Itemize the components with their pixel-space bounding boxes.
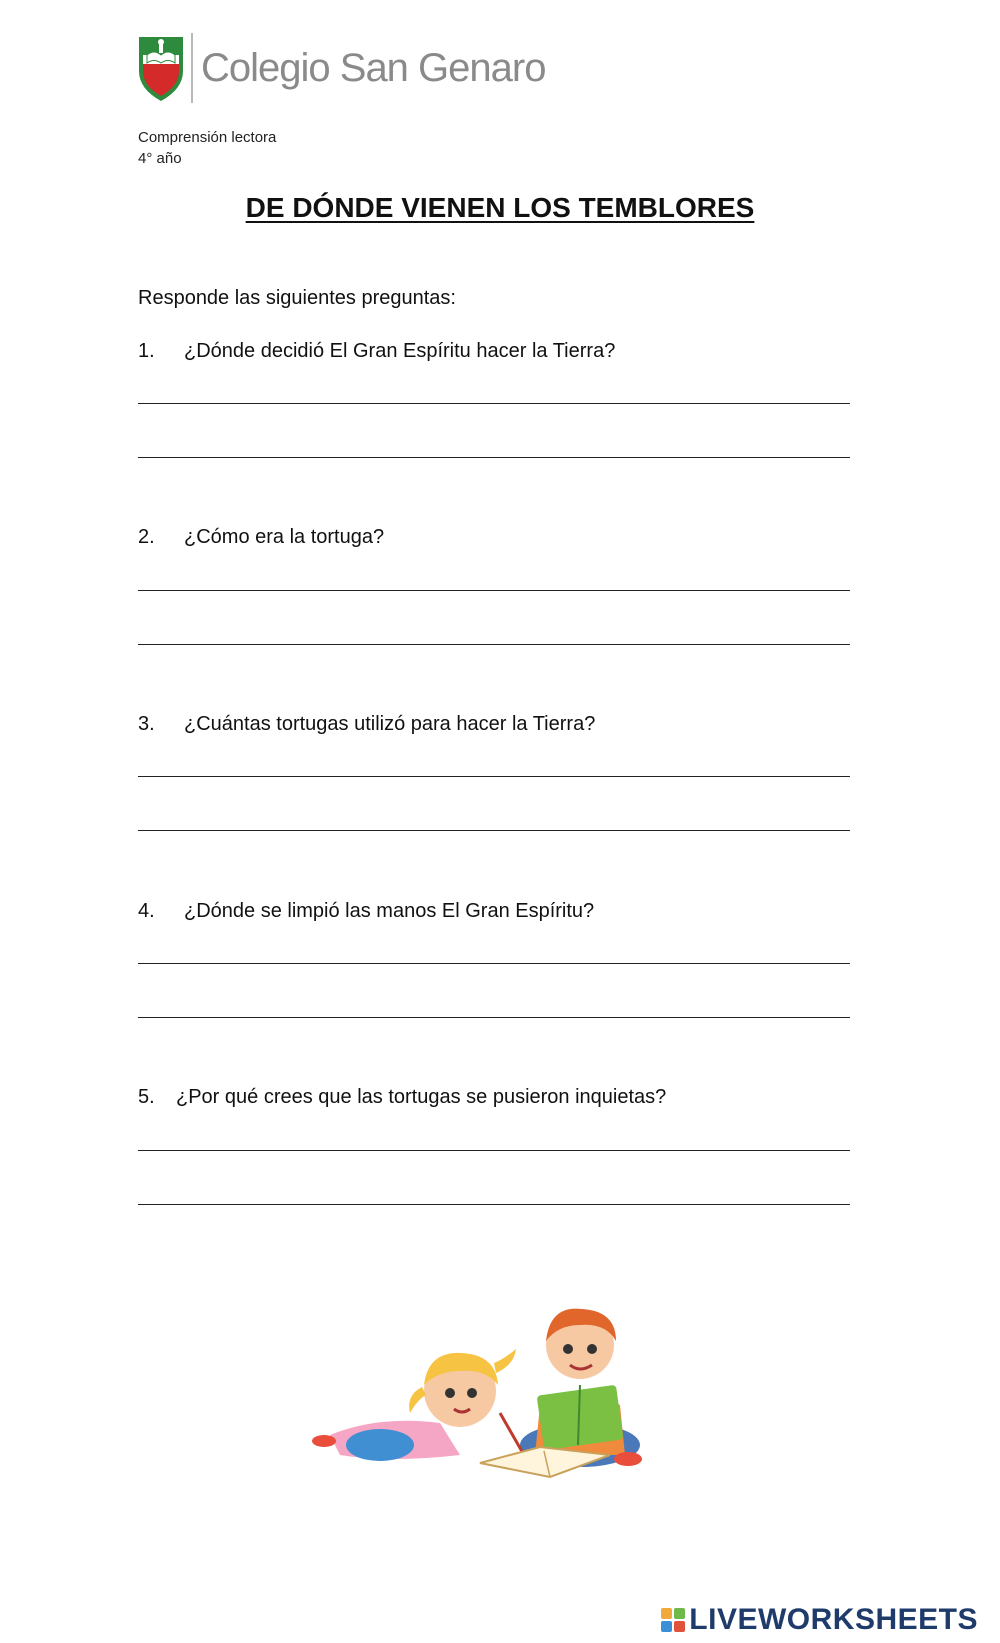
question-text: ¿Dónde decidió El Gran Espíritu hacer la Tierra?: [184, 340, 616, 362]
worksheet-title: DE DÓNDE VIENEN LOS TEMBLORES: [245, 192, 755, 223]
grade-label: 4° año: [138, 150, 182, 167]
answer-line-5a[interactable]: [138, 1150, 850, 1151]
answer-line-5b[interactable]: [138, 1204, 850, 1205]
question-number: 4.: [138, 900, 155, 922]
question-number: 1.: [138, 340, 155, 362]
liveworksheets-brand-text: LIVEWORKSHEETS: [689, 1603, 978, 1636]
question-1: [138, 340, 615, 363]
answer-line-3b[interactable]: [138, 830, 850, 831]
logo-divider: [191, 33, 193, 103]
footer-brand: [661, 1603, 978, 1637]
answer-line-4a[interactable]: [138, 963, 850, 964]
question-3: [138, 713, 595, 736]
children-reading-illustration: [310, 1295, 690, 1515]
school-logo: [137, 32, 545, 104]
answer-line-1b[interactable]: [138, 457, 850, 458]
question-text: ¿Por qué crees que las tortugas se pusieron inquietas?: [176, 1086, 667, 1108]
subject-label: Comprensión lectora: [138, 129, 277, 146]
question-number: 5.: [138, 1086, 155, 1108]
answer-line-2a[interactable]: [138, 590, 850, 591]
answer-line-1a[interactable]: [138, 403, 850, 404]
answer-line-4b[interactable]: [138, 1017, 850, 1018]
question-number: 2.: [138, 526, 155, 548]
question-number: 3.: [138, 713, 155, 735]
question-text: ¿Cuántas tortugas utilizó para hacer la Tierra?: [184, 713, 596, 735]
school-shield-icon: [137, 33, 185, 103]
question-2: [138, 526, 384, 549]
liveworksheets-logo-icon: [661, 1608, 685, 1632]
question-text: ¿Cómo era la tortuga?: [184, 526, 385, 548]
answer-line-2b[interactable]: [138, 644, 850, 645]
question-5: [138, 1086, 666, 1109]
question-text: ¿Dónde se limpió las manos El Gran Espíritu?: [184, 900, 595, 922]
school-name: Colegio San Genaro: [201, 45, 546, 90]
answer-line-3a[interactable]: [138, 776, 850, 777]
boy-figure: [520, 1309, 642, 1470]
question-4: [138, 900, 594, 923]
subject-block: [138, 127, 276, 169]
instruction-text: Responde las siguientes preguntas:: [138, 287, 456, 309]
